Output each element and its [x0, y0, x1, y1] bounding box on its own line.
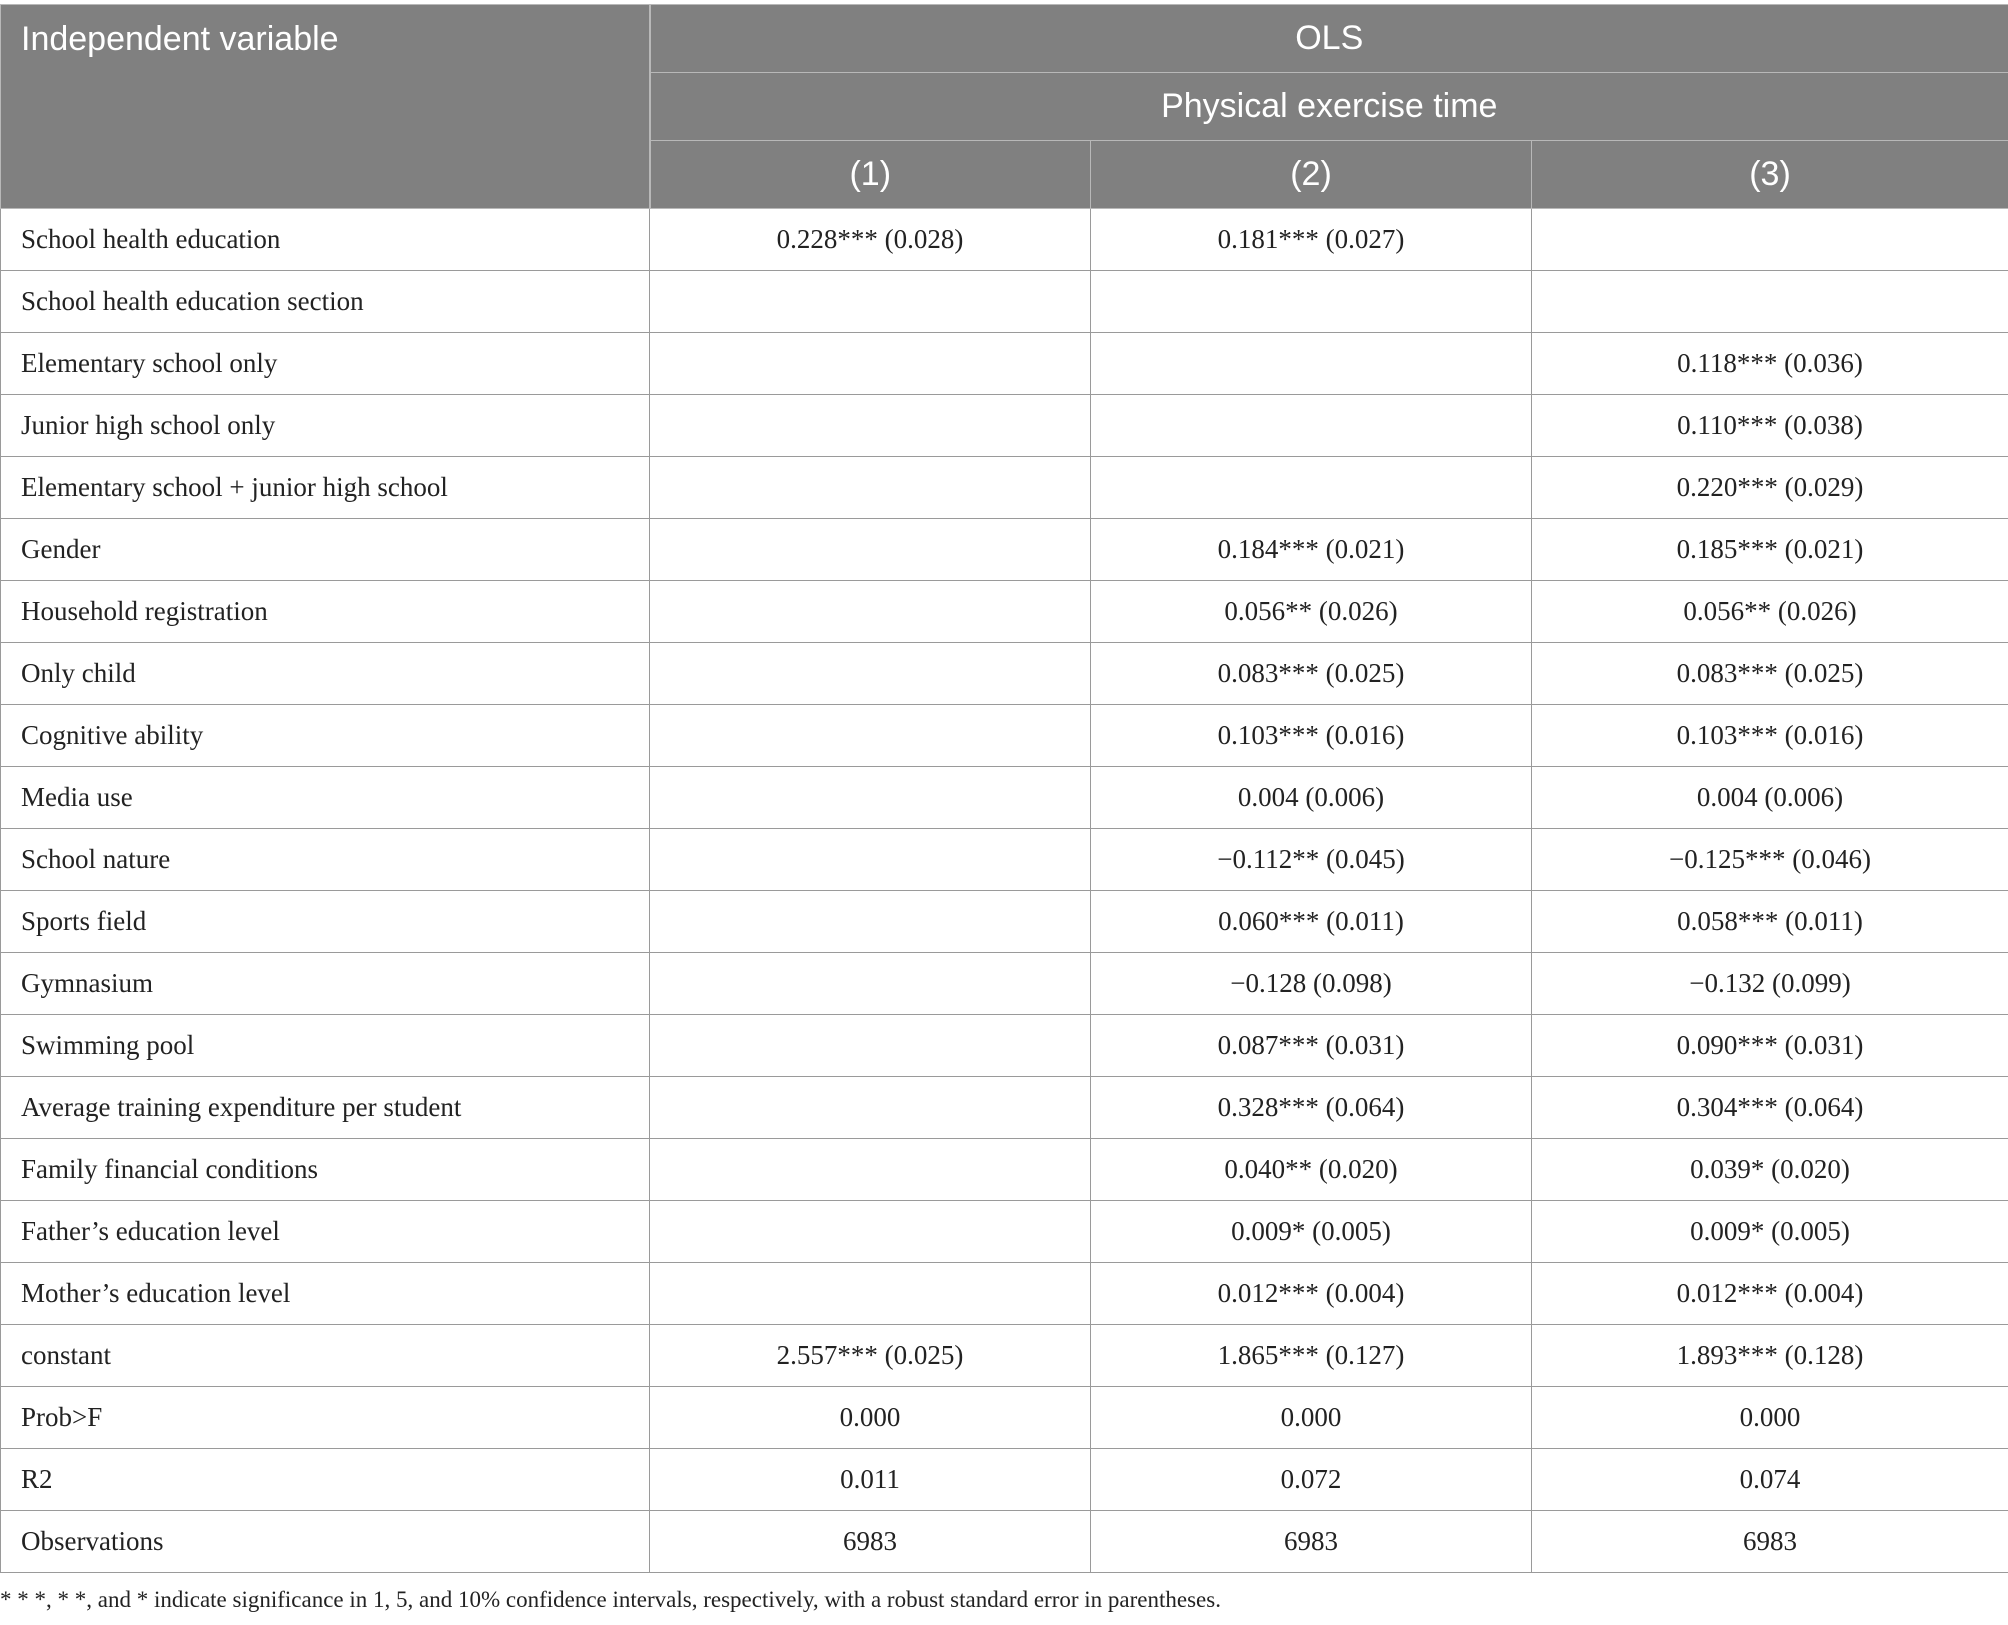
cell-col-3: 0.058*** (0.011): [1532, 891, 2008, 953]
cell-col-3: 0.083*** (0.025): [1532, 643, 2008, 705]
row-label: Sports field: [1, 891, 650, 953]
cell-col-3: 0.220*** (0.029): [1532, 457, 2008, 519]
row-label: Gymnasium: [1, 953, 650, 1015]
cell-col-2: [1091, 395, 1532, 457]
cell-col-1: [650, 1015, 1091, 1077]
cell-col-3: 0.039* (0.020): [1532, 1139, 2008, 1201]
cell-col-2: 0.040** (0.020): [1091, 1139, 1532, 1201]
table-row: [1, 705, 2008, 767]
cell-col-1: [650, 519, 1091, 581]
cell-col-1: 2.557*** (0.025): [650, 1325, 1091, 1387]
cell-col-1: [650, 953, 1091, 1015]
cell-col-3: 0.118*** (0.036): [1532, 333, 2008, 395]
cell-col-3: 0.056** (0.026): [1532, 581, 2008, 643]
row-label: Elementary school only: [1, 333, 650, 395]
table-row: [1, 953, 2008, 1015]
cell-col-1: [650, 333, 1091, 395]
row-label: School health education section: [1, 271, 650, 333]
cell-col-2: [1091, 333, 1532, 395]
row-label: Swimming pool: [1, 1015, 650, 1077]
cell-col-1: 0.011: [650, 1449, 1091, 1511]
table-row: [1, 1387, 2008, 1449]
cell-col-2: 0.060*** (0.011): [1091, 891, 1532, 953]
cell-col-2: 0.328*** (0.064): [1091, 1077, 1532, 1139]
cell-col-1: [650, 767, 1091, 829]
table-row: [1, 1449, 2008, 1511]
table-body: [1, 209, 2008, 1573]
table-row: [1, 209, 2008, 271]
table-row: [1, 1139, 2008, 1201]
row-label: Gender: [1, 519, 650, 581]
method-header: OLS: [650, 5, 2008, 73]
row-label: Prob>F: [1, 1387, 650, 1449]
column-header-1: (1): [650, 141, 1091, 209]
table-row: [1, 457, 2008, 519]
row-label: constant: [1, 1325, 650, 1387]
table-row: [1, 1077, 2008, 1139]
cell-col-3: 0.304*** (0.064): [1532, 1077, 2008, 1139]
cell-col-1: [650, 643, 1091, 705]
cell-col-3: 0.185*** (0.021): [1532, 519, 2008, 581]
cell-col-3: 0.103*** (0.016): [1532, 705, 2008, 767]
table-row: [1, 829, 2008, 891]
table-row: [1, 767, 2008, 829]
table-row: [1, 395, 2008, 457]
cell-col-2: 0.072: [1091, 1449, 1532, 1511]
row-label: Mother’s education level: [1, 1263, 650, 1325]
cell-col-2: 0.004 (0.006): [1091, 767, 1532, 829]
row-label: Only child: [1, 643, 650, 705]
table-row: [1, 1015, 2008, 1077]
row-label: Average training expenditure per student: [1, 1077, 650, 1139]
row-label: R2: [1, 1449, 650, 1511]
dependent-variable-header: Physical exercise time: [650, 73, 2008, 141]
cell-col-3: −0.132 (0.099): [1532, 953, 2008, 1015]
cell-col-1: [650, 271, 1091, 333]
cell-col-2: [1091, 457, 1532, 519]
row-label: Family financial conditions: [1, 1139, 650, 1201]
cell-col-1: 0.000: [650, 1387, 1091, 1449]
cell-col-2: −0.128 (0.098): [1091, 953, 1532, 1015]
table-row: [1, 1511, 2008, 1573]
cell-col-3: [1532, 271, 2008, 333]
cell-col-2: 0.087*** (0.031): [1091, 1015, 1532, 1077]
table-row: [1, 333, 2008, 395]
cell-col-2: 6983: [1091, 1511, 1532, 1573]
cell-col-1: [650, 1201, 1091, 1263]
cell-col-1: [650, 395, 1091, 457]
cell-col-1: [650, 829, 1091, 891]
cell-col-2: −0.112** (0.045): [1091, 829, 1532, 891]
regression-table: [0, 4, 2008, 1573]
table-row: [1, 271, 2008, 333]
table-row: [1, 891, 2008, 953]
cell-col-1: 0.228*** (0.028): [650, 209, 1091, 271]
row-label: Elementary school + junior high school: [1, 457, 650, 519]
row-label: Media use: [1, 767, 650, 829]
cell-col-1: 6983: [650, 1511, 1091, 1573]
cell-col-2: 0.000: [1091, 1387, 1532, 1449]
table-footnote: * * *, * *, and * indicate significance in 1, 5, and 10% confidence intervals, respectively, with a robust standard error in parentheses.: [0, 1587, 1221, 1612]
row-label: Father’s education level: [1, 1201, 650, 1263]
cell-col-2: 0.181*** (0.027): [1091, 209, 1532, 271]
cell-col-3: 1.893*** (0.128): [1532, 1325, 2008, 1387]
cell-col-2: 1.865*** (0.127): [1091, 1325, 1532, 1387]
cell-col-2: 0.083*** (0.025): [1091, 643, 1532, 705]
table-row: [1, 1201, 2008, 1263]
cell-col-3: 6983: [1532, 1511, 2008, 1573]
cell-col-2: 0.012*** (0.004): [1091, 1263, 1532, 1325]
table-header: [1, 5, 2008, 209]
regression-table-container: [0, 4, 2008, 1573]
cell-col-2: 0.184*** (0.021): [1091, 519, 1532, 581]
row-label: Observations: [1, 1511, 650, 1573]
cell-col-3: 0.090*** (0.031): [1532, 1015, 2008, 1077]
cell-col-3: 0.110*** (0.038): [1532, 395, 2008, 457]
cell-col-3: 0.009* (0.005): [1532, 1201, 2008, 1263]
row-label: Junior high school only: [1, 395, 650, 457]
column-header-2: (2): [1091, 141, 1532, 209]
cell-col-1: [650, 705, 1091, 767]
cell-col-3: 0.074: [1532, 1449, 2008, 1511]
cell-col-2: 0.056** (0.026): [1091, 581, 1532, 643]
cell-col-2: 0.009* (0.005): [1091, 1201, 1532, 1263]
cell-col-2: 0.103*** (0.016): [1091, 705, 1532, 767]
column-header-3: (3): [1532, 141, 2008, 209]
cell-col-2: [1091, 271, 1532, 333]
cell-col-3: 0.000: [1532, 1387, 2008, 1449]
row-label: School health education: [1, 209, 650, 271]
table-row: [1, 519, 2008, 581]
cell-col-1: [650, 457, 1091, 519]
cell-col-1: [650, 891, 1091, 953]
cell-col-1: [650, 1077, 1091, 1139]
cell-col-3: 0.012*** (0.004): [1532, 1263, 2008, 1325]
cell-col-3: 0.004 (0.006): [1532, 767, 2008, 829]
row-label: Cognitive ability: [1, 705, 650, 767]
table-row: [1, 581, 2008, 643]
cell-col-1: [650, 1263, 1091, 1325]
table-row: [1, 1263, 2008, 1325]
row-label: Household registration: [1, 581, 650, 643]
cell-col-1: [650, 1139, 1091, 1201]
table-row: [1, 643, 2008, 705]
cell-col-3: [1532, 209, 2008, 271]
row-label: School nature: [1, 829, 650, 891]
cell-col-1: [650, 581, 1091, 643]
cell-col-3: −0.125*** (0.046): [1532, 829, 2008, 891]
header-row-method: [1, 5, 2008, 73]
independent-variable-header: Independent variable: [1, 5, 650, 209]
table-row: [1, 1325, 2008, 1387]
